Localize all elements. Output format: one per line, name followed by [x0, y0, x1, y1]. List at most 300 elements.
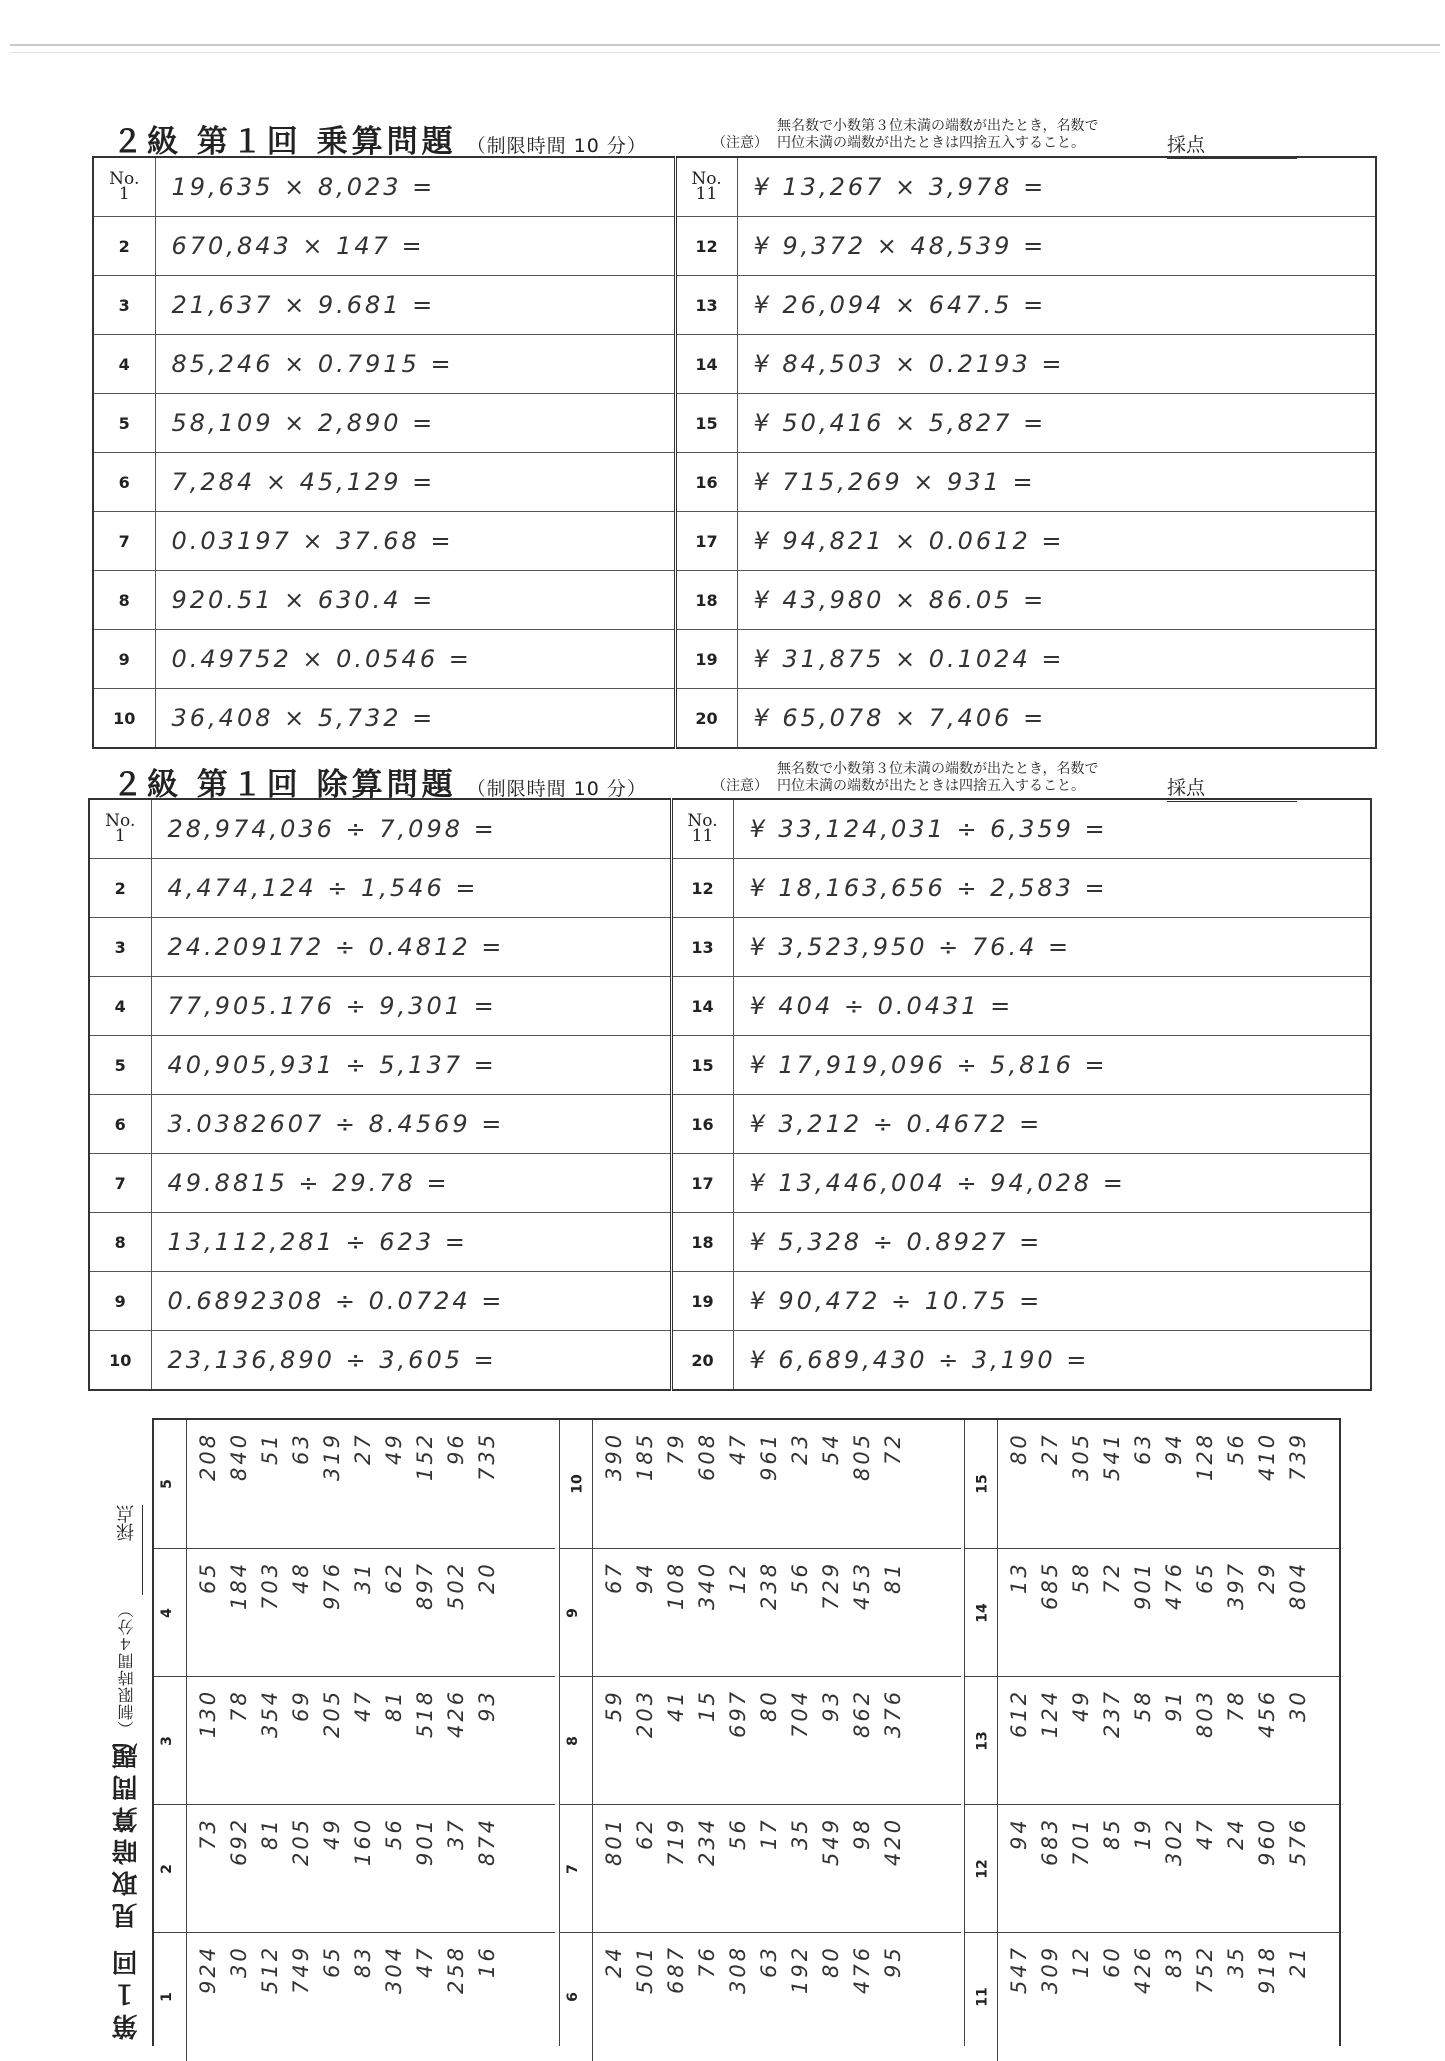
problem-number: 8 — [93, 571, 155, 630]
problem-expression: ¥ 18,163,656 ÷ 2,583 = — [733, 859, 1371, 918]
mental-problem-number: 5 — [158, 1479, 175, 1489]
mental-title-text: 第１回 見取暗算問題 — [112, 1736, 142, 2040]
problem-number: 12 — [675, 217, 737, 276]
mental-number: 65 — [196, 1561, 220, 1594]
problem-expression: ¥ 43,980 × 86.05 = — [737, 571, 1376, 630]
mental-number: 735 — [475, 1432, 499, 1482]
problem-row — [89, 799, 1371, 859]
problem-number: 8 — [89, 1213, 151, 1272]
mental-number-list — [602, 1557, 951, 1671]
div-title-text: ２級 第１回 除算問題 — [112, 767, 457, 803]
mult-note-line2: 円位未満の端数が出たときは四捨五入すること。 — [777, 135, 1085, 151]
mental-number: 152 — [413, 1432, 437, 1482]
mental-problem-number-cell — [965, 1805, 998, 1933]
mental-number: 21 — [1286, 1945, 1310, 1978]
mental-number-list — [602, 1685, 951, 1799]
mental-number: 91 — [1162, 1689, 1186, 1722]
mental-number-list — [196, 1685, 545, 1799]
mental-number: 805 — [850, 1432, 874, 1482]
mental-number-list — [1007, 1813, 1330, 1927]
mult-note — [777, 118, 1098, 152]
mental-number: 63 — [757, 1945, 781, 1978]
problem-number: 15 — [671, 1036, 733, 1095]
mental-number: 16 — [475, 1945, 499, 1978]
mental-number: 47 — [351, 1689, 375, 1722]
mental-number: 130 — [196, 1689, 220, 1739]
mental-number: 31 — [351, 1561, 375, 1594]
mental-number: 62 — [633, 1817, 657, 1850]
mental-number: 47 — [413, 1945, 437, 1978]
mental-number: 94 — [633, 1561, 657, 1594]
mental-problem — [560, 1804, 961, 1933]
mental-number: 576 — [1286, 1817, 1310, 1867]
problem-expression: ¥ 3,523,950 ÷ 76.4 = — [733, 918, 1371, 977]
mental-number: 65 — [1193, 1561, 1217, 1594]
mental-number: 258 — [444, 1945, 468, 1995]
mental-number: 501 — [633, 1945, 657, 1995]
div-header — [112, 759, 1342, 803]
mental-number-list — [602, 1428, 951, 1542]
mult-time-limit: （制限時間 10 分） — [466, 135, 647, 157]
mental-number: 476 — [1162, 1561, 1186, 1611]
mental-number: 976 — [320, 1561, 344, 1611]
problem-number: 18 — [675, 571, 737, 630]
problem-number: 7 — [93, 512, 155, 571]
mental-number: 58 — [1131, 1689, 1155, 1722]
mental-number: 15 — [695, 1689, 719, 1722]
mental-column — [559, 1420, 961, 2046]
mental-number: 612 — [1007, 1689, 1031, 1739]
problem-expression: ¥ 65,078 × 7,406 = — [737, 689, 1376, 749]
problem-row — [93, 512, 1376, 571]
problem-expression: 0.6892308 ÷ 0.0724 = — [151, 1272, 671, 1331]
mental-number: 80 — [757, 1689, 781, 1722]
problem-number-value: 11 — [691, 826, 714, 846]
mental-number-list — [1007, 1941, 1330, 2055]
mental-number: 208 — [196, 1432, 220, 1482]
mental-column — [964, 1420, 1340, 2046]
mental-number: 49 — [320, 1817, 344, 1850]
mental-problem — [560, 1420, 961, 1548]
mental-number: 752 — [1193, 1945, 1217, 1995]
div-problem-table — [88, 798, 1372, 1391]
mental-number: 426 — [1131, 1945, 1155, 1995]
problem-expression: 670,843 × 147 = — [155, 217, 675, 276]
mental-problem — [154, 1932, 555, 2061]
mult-title — [112, 116, 647, 161]
mental-problem — [154, 1676, 555, 1805]
mental-problem — [560, 1676, 961, 1805]
problem-number: 3 — [89, 918, 151, 977]
mental-number: 72 — [1100, 1561, 1124, 1594]
problem-number: 16 — [671, 1095, 733, 1154]
mental-number: 685 — [1038, 1561, 1062, 1611]
mental-number: 48 — [289, 1561, 313, 1594]
mental-problem — [965, 1804, 1340, 1933]
mental-number: 47 — [726, 1432, 750, 1465]
problem-expression: 23,136,890 ÷ 3,605 = — [151, 1331, 671, 1391]
mental-number: 81 — [881, 1561, 905, 1594]
mental-number: 49 — [382, 1432, 406, 1465]
problem-row — [89, 1154, 1371, 1213]
mental-number: 453 — [850, 1561, 874, 1611]
mental-number: 20 — [475, 1561, 499, 1594]
mental-number: 67 — [602, 1561, 626, 1594]
mental-number: 94 — [1162, 1432, 1186, 1465]
problem-number — [671, 799, 733, 859]
mental-number: 456 — [1255, 1689, 1279, 1739]
mental-problem-number-cell — [154, 1677, 187, 1805]
mental-number: 24 — [1224, 1817, 1248, 1850]
mental-number: 13 — [1007, 1561, 1031, 1594]
mult-header — [112, 116, 1342, 160]
mental-number: 29 — [1255, 1561, 1279, 1594]
mult-problem-table — [92, 156, 1377, 749]
problem-row — [89, 1095, 1371, 1154]
problem-number: 20 — [675, 689, 737, 749]
mental-problem — [965, 1548, 1340, 1677]
mental-problem-number: 1 — [158, 1992, 175, 2002]
mental-problem-number-cell — [560, 1549, 593, 1677]
problem-expression: ¥ 26,094 × 647.5 = — [737, 276, 1376, 335]
mental-number-list — [1007, 1428, 1330, 1542]
mental-number: 739 — [1286, 1432, 1310, 1482]
problem-expression: 21,637 × 9.681 = — [155, 276, 675, 335]
problem-row — [89, 918, 1371, 977]
mental-problem-number: 2 — [158, 1864, 175, 1874]
problem-expression: 28,974,036 ÷ 7,098 = — [151, 799, 671, 859]
mental-title — [108, 1400, 145, 2040]
mental-number: 518 — [413, 1689, 437, 1739]
mental-number: 95 — [881, 1945, 905, 1978]
no-label: No. — [105, 811, 136, 831]
mental-problem — [560, 1548, 961, 1677]
mental-problem — [560, 1932, 961, 2061]
mental-number: 12 — [726, 1561, 750, 1594]
problem-expression: 0.49752 × 0.0546 = — [155, 630, 675, 689]
mental-number: 234 — [695, 1817, 719, 1867]
problem-row — [89, 977, 1371, 1036]
mental-number: 12 — [1069, 1945, 1093, 1978]
mental-number: 390 — [602, 1432, 626, 1482]
problem-number: 2 — [93, 217, 155, 276]
problem-number: 5 — [93, 394, 155, 453]
mental-number: 80 — [1007, 1432, 1031, 1465]
mental-number: 305 — [1069, 1432, 1093, 1482]
mental-number: 98 — [850, 1817, 874, 1850]
mental-header — [100, 1400, 160, 2040]
mental-number-list — [602, 1813, 951, 1927]
mental-number-list — [602, 1941, 951, 2055]
mental-problem-number-cell — [560, 1805, 593, 1933]
problem-number: 10 — [89, 1331, 151, 1391]
mental-problem-number: 11 — [974, 1987, 991, 2007]
mental-number: 426 — [444, 1689, 468, 1739]
mental-column — [154, 1420, 555, 2046]
mental-number: 63 — [1131, 1432, 1155, 1465]
mental-number: 73 — [196, 1817, 220, 1850]
mental-number: 918 — [1255, 1945, 1279, 1995]
mental-number: 58 — [1069, 1561, 1093, 1594]
problem-expression: 4,474,124 ÷ 1,546 = — [151, 859, 671, 918]
div-note-line1: 無名数で小数第３位未満の端数が出たとき，名数で — [777, 761, 1099, 777]
mental-number: 59 — [602, 1689, 626, 1722]
problem-expression: ¥ 404 ÷ 0.0431 = — [733, 977, 1371, 1036]
problem-row — [93, 157, 1376, 217]
mental-number-list — [196, 1428, 545, 1542]
problem-expression: ¥ 6,689,430 ÷ 3,190 = — [733, 1331, 1371, 1391]
mental-number: 94 — [1007, 1817, 1031, 1850]
problem-number-value: 1 — [118, 184, 130, 204]
no-label: No. — [109, 169, 140, 189]
mental-number: 41 — [664, 1689, 688, 1722]
mental-number: 81 — [258, 1817, 282, 1850]
mental-number: 901 — [1131, 1561, 1155, 1611]
mental-problem-number-cell — [560, 1677, 593, 1805]
mental-number: 683 — [1038, 1817, 1062, 1867]
problem-row — [93, 689, 1376, 749]
mental-number: 27 — [1038, 1432, 1062, 1465]
mental-number: 35 — [788, 1817, 812, 1850]
mental-number: 124 — [1038, 1689, 1062, 1739]
mental-number: 30 — [227, 1945, 251, 1978]
mental-number: 35 — [1224, 1945, 1248, 1978]
mental-time-limit: （制限時間４分） — [117, 1600, 136, 1737]
mental-number-list — [196, 1813, 545, 1927]
mental-number: 160 — [351, 1817, 375, 1867]
mult-note-line1: 無名数で小数第３位未満の端数が出たとき，名数で — [777, 118, 1099, 134]
mental-number: 69 — [289, 1689, 313, 1722]
mental-number: 205 — [289, 1817, 313, 1867]
mental-number: 78 — [1224, 1689, 1248, 1722]
problem-expression: ¥ 9,372 × 48,539 = — [737, 217, 1376, 276]
mental-number: 238 — [757, 1561, 781, 1611]
mental-problem-number-cell — [154, 1933, 187, 2061]
mental-number: 704 — [788, 1689, 812, 1739]
mental-number: 397 — [1224, 1561, 1248, 1611]
mental-number: 78 — [227, 1689, 251, 1722]
mental-problem-number: 10 — [569, 1474, 586, 1494]
mental-number: 93 — [819, 1689, 843, 1722]
mental-number: 63 — [289, 1432, 313, 1465]
mental-number: 83 — [351, 1945, 375, 1978]
problem-expression: ¥ 13,446,004 ÷ 94,028 = — [733, 1154, 1371, 1213]
problem-row — [89, 1331, 1371, 1391]
page-top-edge — [10, 44, 1440, 53]
problem-number: 4 — [89, 977, 151, 1036]
mental-number: 24 — [602, 1945, 626, 1978]
mental-problem-number: 12 — [974, 1859, 991, 1879]
mental-number: 30 — [1286, 1689, 1310, 1722]
problem-number-value: 11 — [695, 184, 718, 204]
problem-row — [89, 1213, 1371, 1272]
mental-problem — [965, 1676, 1340, 1805]
mental-number: 237 — [1100, 1689, 1124, 1739]
mental-number: 65 — [320, 1945, 344, 1978]
mental-number: 205 — [320, 1689, 344, 1739]
mental-number: 192 — [788, 1945, 812, 1995]
mental-number: 56 — [382, 1817, 406, 1850]
mental-problem-number: 9 — [564, 1608, 581, 1618]
mental-number: 541 — [1100, 1432, 1124, 1482]
problem-expression: ¥ 84,503 × 0.2193 = — [737, 335, 1376, 394]
problem-expression: ¥ 17,919,096 ÷ 5,816 = — [733, 1036, 1371, 1095]
mental-number: 897 — [413, 1561, 437, 1611]
mental-number: 83 — [1162, 1945, 1186, 1978]
mental-number: 608 — [695, 1432, 719, 1482]
mult-title-text: ２級 第１回 乗算問題 — [112, 124, 457, 160]
mental-number: 23 — [788, 1432, 812, 1465]
mental-problem — [965, 1420, 1340, 1548]
problem-number: 14 — [675, 335, 737, 394]
problem-expression: 19,635 × 8,023 = — [155, 157, 675, 217]
mental-number: 56 — [788, 1561, 812, 1594]
mental-problem-number-cell — [965, 1549, 998, 1677]
mental-number: 420 — [881, 1817, 905, 1867]
problem-row — [89, 1036, 1371, 1095]
problem-expression: ¥ 31,875 × 0.1024 = — [737, 630, 1376, 689]
mental-problem-number: 4 — [158, 1608, 175, 1618]
problem-expression: ¥ 94,821 × 0.0612 = — [737, 512, 1376, 571]
mental-number: 719 — [664, 1817, 688, 1867]
div-note-label: （注意） — [712, 778, 768, 794]
mental-number: 862 — [850, 1689, 874, 1739]
mental-problem-number-cell — [965, 1420, 998, 1548]
div-score-field[interactable]: 採点 — [1167, 773, 1297, 802]
mental-number: 692 — [227, 1817, 251, 1867]
mental-number: 81 — [382, 1689, 406, 1722]
problem-number: 14 — [671, 977, 733, 1036]
problem-number: 18 — [671, 1213, 733, 1272]
mental-problem-number-cell — [965, 1933, 998, 2061]
mental-number: 108 — [664, 1561, 688, 1611]
problem-number: 5 — [89, 1036, 151, 1095]
problem-number — [89, 799, 151, 859]
mental-number: 56 — [1224, 1432, 1248, 1465]
mental-number: 54 — [819, 1432, 843, 1465]
mental-number: 47 — [1193, 1817, 1217, 1850]
problem-row — [93, 453, 1376, 512]
mental-number-list — [1007, 1685, 1330, 1799]
mental-number: 502 — [444, 1561, 468, 1611]
mental-number: 308 — [726, 1945, 750, 1995]
problem-number: 20 — [671, 1331, 733, 1391]
mental-number: 549 — [819, 1817, 843, 1867]
mental-number-list — [196, 1941, 545, 2055]
mental-number: 80 — [819, 1945, 843, 1978]
mental-number: 37 — [444, 1817, 468, 1850]
mental-number: 701 — [1069, 1817, 1093, 1867]
problem-expression: 13,112,281 ÷ 623 = — [151, 1213, 671, 1272]
problem-expression: ¥ 33,124,031 ÷ 6,359 = — [733, 799, 1371, 859]
problem-expression: ¥ 715,269 × 931 = — [737, 453, 1376, 512]
problem-number: 6 — [89, 1095, 151, 1154]
problem-expression: 85,246 × 0.7915 = — [155, 335, 675, 394]
mental-number: 27 — [351, 1432, 375, 1465]
mental-number: 804 — [1286, 1561, 1310, 1611]
mental-number: 901 — [413, 1817, 437, 1867]
problem-number: 2 — [89, 859, 151, 918]
mental-problem — [154, 1804, 555, 1933]
mental-number: 687 — [664, 1945, 688, 1995]
mental-number: 410 — [1255, 1432, 1279, 1482]
mental-number: 376 — [881, 1689, 905, 1739]
problem-row — [93, 571, 1376, 630]
mult-score-field[interactable]: 採点 — [1167, 130, 1297, 159]
problem-number: 10 — [93, 689, 155, 749]
problem-row — [93, 217, 1376, 276]
mental-number: 56 — [726, 1817, 750, 1850]
problem-number: 9 — [89, 1272, 151, 1331]
mental-number: 512 — [258, 1945, 282, 1995]
mental-score-field[interactable]: 採点 — [114, 1505, 143, 1595]
mental-problem-number: 15 — [974, 1474, 991, 1494]
mental-problem-number: 13 — [974, 1731, 991, 1751]
mental-number: 703 — [258, 1561, 282, 1611]
problem-expression: ¥ 3,212 ÷ 0.4672 = — [733, 1095, 1371, 1154]
problem-expression: 920.51 × 630.4 = — [155, 571, 675, 630]
problem-number: 16 — [675, 453, 737, 512]
problem-row — [89, 859, 1371, 918]
mental-grid — [152, 1418, 1341, 2046]
mental-number: 49 — [1069, 1689, 1093, 1722]
problem-number: 17 — [671, 1154, 733, 1213]
mental-number: 19 — [1131, 1817, 1155, 1850]
problem-number: 4 — [93, 335, 155, 394]
mental-number: 79 — [664, 1432, 688, 1465]
mental-problem — [154, 1548, 555, 1677]
problem-row — [93, 276, 1376, 335]
mental-number: 96 — [444, 1432, 468, 1465]
div-time-limit: （制限時間 10 分） — [466, 778, 647, 800]
mental-problem — [154, 1420, 555, 1548]
mental-number: 302 — [1162, 1817, 1186, 1867]
mental-number: 547 — [1007, 1945, 1031, 1995]
mental-number: 17 — [757, 1817, 781, 1850]
problem-expression: 58,109 × 2,890 = — [155, 394, 675, 453]
problem-number: 6 — [93, 453, 155, 512]
mental-number: 960 — [1255, 1817, 1279, 1867]
mental-number: 85 — [1100, 1817, 1124, 1850]
mental-problem-number: 6 — [564, 1992, 581, 2002]
mental-number: 309 — [1038, 1945, 1062, 1995]
problem-number: 15 — [675, 394, 737, 453]
no-label: No. — [687, 811, 718, 831]
mental-number: 749 — [289, 1945, 313, 1995]
problem-expression: ¥ 90,472 ÷ 10.75 = — [733, 1272, 1371, 1331]
mental-number: 924 — [196, 1945, 220, 1995]
problem-expression: 3.0382607 ÷ 8.4569 = — [151, 1095, 671, 1154]
problem-expression: ¥ 13,267 × 3,978 = — [737, 157, 1376, 217]
mental-problem-number: 7 — [564, 1864, 581, 1874]
mental-number: 203 — [633, 1689, 657, 1739]
problem-expression: 7,284 × 45,129 = — [155, 453, 675, 512]
mental-number-list — [196, 1557, 545, 1671]
div-note-line2: 円位未満の端数が出たときは四捨五入すること。 — [777, 778, 1085, 794]
mental-problem-number-cell — [560, 1420, 593, 1548]
problem-number: 12 — [671, 859, 733, 918]
problem-expression: 40,905,931 ÷ 5,137 = — [151, 1036, 671, 1095]
mental-problem-number-cell — [154, 1805, 187, 1933]
problem-number-value: 1 — [114, 826, 126, 846]
mental-number: 184 — [227, 1561, 251, 1611]
mental-number: 304 — [382, 1945, 406, 1995]
problem-expression: 24.209172 ÷ 0.4812 = — [151, 918, 671, 977]
mental-number: 72 — [881, 1432, 905, 1465]
problem-number: 13 — [671, 918, 733, 977]
problem-row — [89, 1272, 1371, 1331]
problem-number: 3 — [93, 276, 155, 335]
